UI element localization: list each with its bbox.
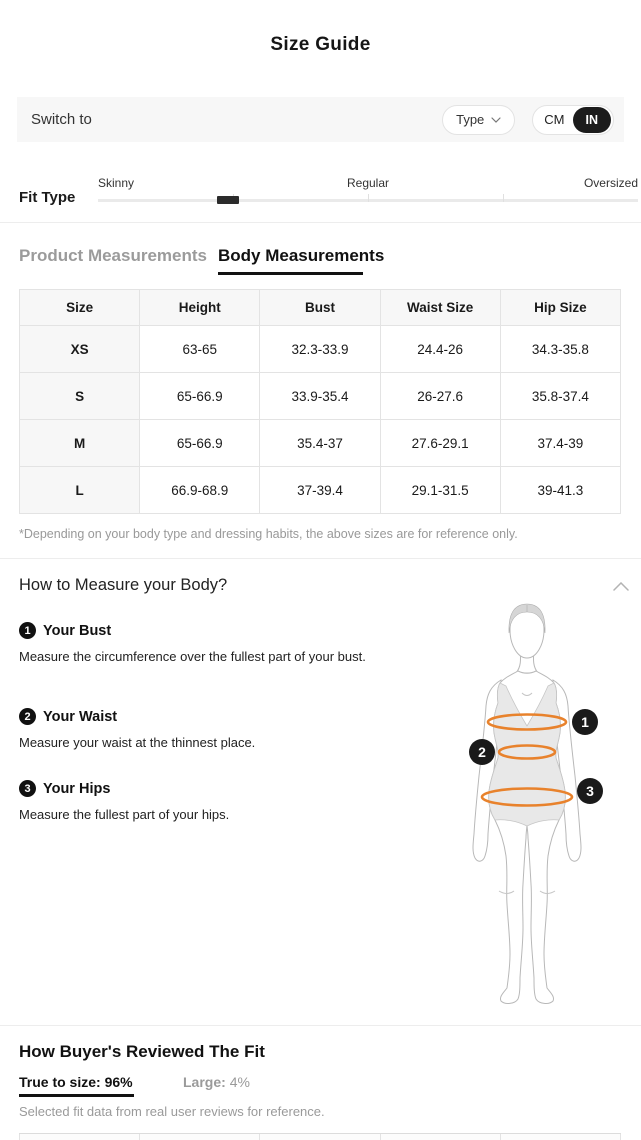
measure-item-title: Your Hips bbox=[43, 780, 111, 797]
table-disclaimer: *Depending on your body type and dressing habits, the above sizes are for reference only. bbox=[19, 527, 518, 541]
size-table bbox=[19, 289, 621, 514]
fit-stat-value: 4% bbox=[229, 1074, 250, 1090]
cell-waist: 24.4-26 bbox=[380, 326, 500, 373]
fit-option-regular: Regular bbox=[346, 176, 390, 190]
unit-option-cm[interactable]: CM bbox=[544, 112, 565, 127]
measure-item-hips-heading bbox=[19, 780, 110, 797]
fit-stat-true-to-size[interactable] bbox=[19, 1074, 133, 1090]
cell-size: XS bbox=[20, 326, 140, 373]
partial-next-table bbox=[19, 1133, 621, 1140]
col-header-bust: Bust bbox=[260, 290, 380, 326]
divider bbox=[0, 558, 641, 559]
unit-option-in-selected[interactable]: IN bbox=[573, 107, 612, 133]
measure-item-hips-description: Measure the fullest part of your hips. bbox=[19, 807, 230, 822]
figure-badge-3 bbox=[577, 778, 603, 804]
table-row bbox=[20, 373, 621, 420]
cell-size: L bbox=[20, 467, 140, 514]
fit-stat-large[interactable] bbox=[183, 1074, 250, 1090]
cell-height: 65-66.9 bbox=[140, 420, 260, 467]
chevron-down-icon bbox=[491, 117, 501, 123]
table-header-row bbox=[20, 290, 621, 326]
cell-waist: 27.6-29.1 bbox=[380, 420, 500, 467]
unit-toggle[interactable] bbox=[532, 105, 614, 135]
switch-to-label: Switch to bbox=[31, 111, 92, 128]
measure-item-title: Your Bust bbox=[43, 622, 112, 639]
col-header-size: Size bbox=[20, 290, 140, 326]
active-tab-underline bbox=[218, 272, 363, 275]
cell-waist: 29.1-31.5 bbox=[380, 467, 500, 514]
measure-item-bust-description: Measure the circumference over the fullest part of your bust. bbox=[19, 649, 366, 664]
figure-badge-2 bbox=[469, 739, 495, 765]
type-dropdown-label: Type bbox=[456, 112, 485, 127]
number-badge-2: 2 bbox=[19, 708, 36, 725]
type-dropdown-button[interactable] bbox=[442, 105, 515, 135]
cell-bust: 32.3-33.9 bbox=[260, 326, 380, 373]
fit-stat-value: 96% bbox=[104, 1074, 133, 1090]
body-measurement-figure bbox=[445, 600, 605, 1020]
cell-height: 66.9-68.9 bbox=[140, 467, 260, 514]
measure-item-title: Your Waist bbox=[43, 708, 118, 725]
slider-tick bbox=[503, 194, 504, 202]
cell-hip: 37.4-39 bbox=[500, 420, 620, 467]
switch-bar bbox=[17, 97, 624, 142]
measure-section-title: How to Measure your Body? bbox=[19, 576, 228, 594]
fit-type-slider-handle[interactable] bbox=[217, 196, 239, 204]
divider bbox=[0, 1025, 641, 1026]
cell-height: 63-65 bbox=[140, 326, 260, 373]
svg-text:3: 3 bbox=[586, 783, 594, 799]
active-stat-underline bbox=[19, 1094, 134, 1097]
figure-badge-1 bbox=[572, 709, 598, 735]
col-header-waist: Waist Size bbox=[380, 290, 500, 326]
cell-height: 65-66.9 bbox=[140, 373, 260, 420]
page-title: Size Guide bbox=[270, 34, 371, 55]
svg-text:1: 1 bbox=[581, 714, 589, 730]
cell-waist: 26-27.6 bbox=[380, 373, 500, 420]
number-badge-3: 3 bbox=[19, 780, 36, 797]
fit-type-label: Fit Type bbox=[19, 189, 76, 206]
col-header-height: Height bbox=[140, 290, 260, 326]
tab-body-measurements[interactable]: Body Measurements bbox=[218, 246, 385, 265]
measure-item-waist-heading bbox=[19, 708, 117, 725]
fit-type-slider bbox=[98, 176, 638, 202]
cell-bust: 35.4-37 bbox=[260, 420, 380, 467]
slider-tick bbox=[368, 194, 369, 202]
fit-type-slider-track[interactable] bbox=[98, 199, 638, 202]
cell-hip: 35.8-37.4 bbox=[500, 373, 620, 420]
fit-stat-label: Large: bbox=[183, 1074, 226, 1090]
table-row bbox=[20, 420, 621, 467]
chevron-up-icon[interactable] bbox=[608, 577, 634, 595]
cell-hip: 39-41.3 bbox=[500, 467, 620, 514]
measure-item-bust-heading bbox=[19, 622, 111, 639]
cell-size: M bbox=[20, 420, 140, 467]
fit-review-title: How Buyer's Reviewed The Fit bbox=[19, 1042, 265, 1061]
measure-item-waist-description: Measure your waist at the thinnest place. bbox=[19, 735, 256, 750]
cell-bust: 33.9-35.4 bbox=[260, 373, 380, 420]
fit-stat-label: True to size: bbox=[19, 1074, 101, 1090]
number-badge-1: 1 bbox=[19, 622, 36, 639]
fit-option-oversized: Oversized bbox=[583, 176, 638, 190]
table-row bbox=[20, 467, 621, 514]
body-figure-illustration bbox=[445, 600, 605, 1020]
col-header-hip: Hip Size bbox=[500, 290, 620, 326]
cell-hip: 34.3-35.8 bbox=[500, 326, 620, 373]
fit-option-skinny: Skinny bbox=[98, 176, 135, 190]
svg-text:2: 2 bbox=[478, 744, 486, 760]
fit-review-note: Selected fit data from real user reviews for reference. bbox=[19, 1104, 325, 1119]
tab-product-measurements[interactable]: Product Measurements bbox=[19, 246, 207, 265]
table-row bbox=[20, 326, 621, 373]
cell-size: S bbox=[20, 373, 140, 420]
divider bbox=[0, 222, 641, 223]
cell-bust: 37-39.4 bbox=[260, 467, 380, 514]
